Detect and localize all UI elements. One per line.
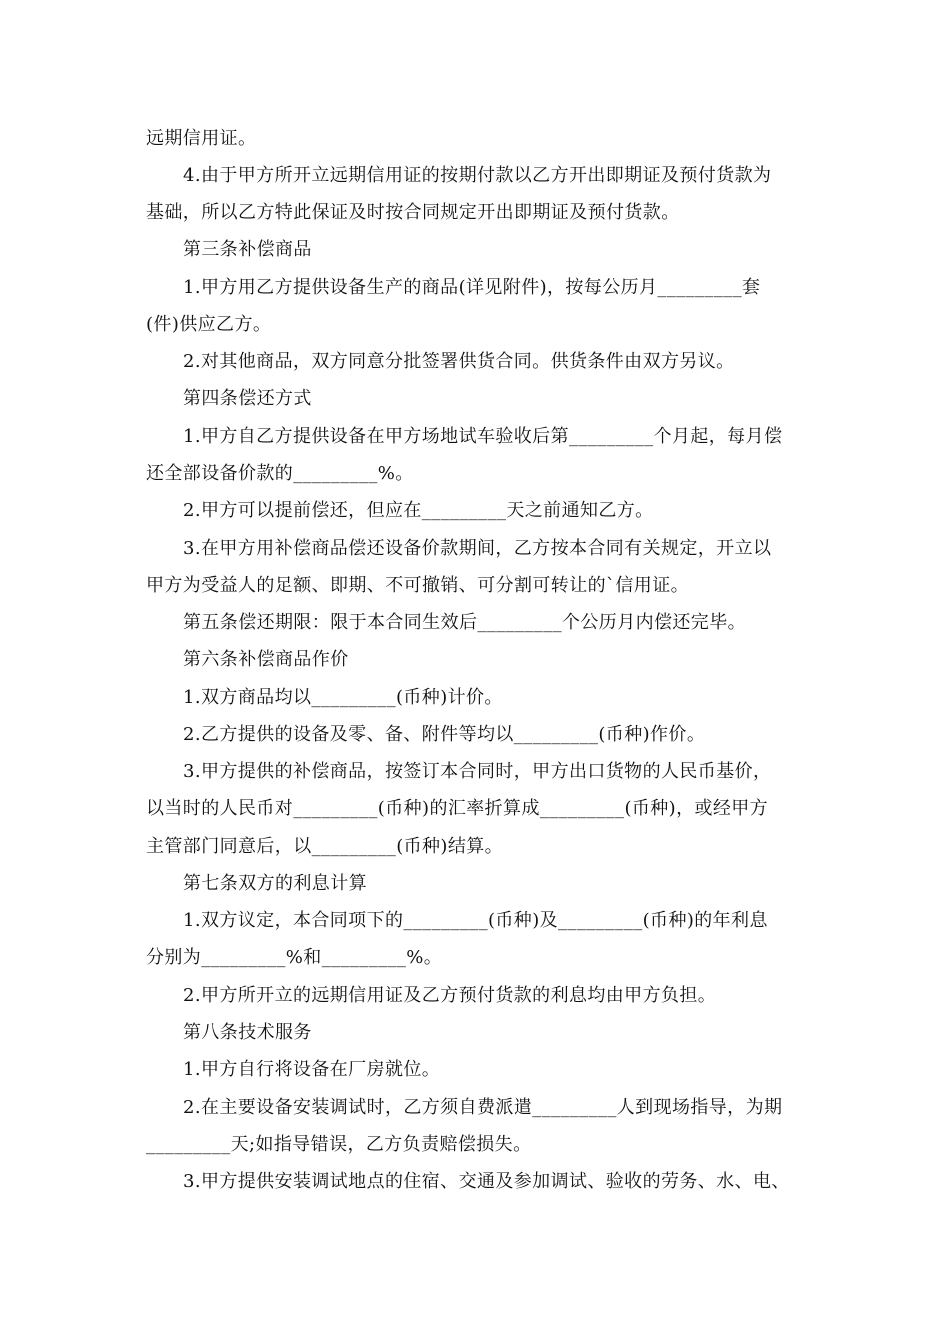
section-heading: 第四条偿还方式: [183, 388, 312, 409]
section-heading: 第五条偿还期限：限于本合同生效后_________个公历月内偿还完毕。: [183, 612, 746, 633]
section-heading: 第三条补偿商品: [183, 239, 312, 260]
text-line: 4.由于甲方所开立远期信用证的按期付款以乙方开出即期证及预付货款为: [183, 165, 772, 186]
text-line: 3.甲方提供安装调试地点的住宿、交通及参加调试、验收的劳务、水、电、: [183, 1171, 790, 1192]
section-heading: 第六条补偿商品作价: [183, 649, 349, 670]
text-line: 2.甲方可以提前偿还，但应在_________天之前通知乙方。: [183, 500, 654, 521]
text-line: _________天;如指导错误，乙方负责赔偿损失。: [146, 1134, 532, 1155]
text-line: 分别为_________%和_________%。: [146, 947, 443, 968]
text-line: 2.在主要设备安装调试时，乙方须自费派遣_________人到现场指导，为期: [183, 1097, 783, 1118]
text-line: (件)供应乙方。: [146, 314, 272, 335]
text-line: 基础，所以乙方特此保证及时按合同规定开出即期证及预付货款。: [146, 202, 680, 223]
text-line: 主管部门同意后，以_________(币种)结算。: [146, 836, 504, 857]
section-heading: 第七条双方的利息计算: [183, 873, 367, 894]
section-heading: 第八条技术服务: [183, 1022, 312, 1043]
text-line: 2.对其他商品，双方同意分批签署供货合同。供货条件由双方另议。: [183, 351, 735, 372]
text-line: 2.乙方提供的设备及零、备、附件等均以_________(币种)作价。: [183, 724, 706, 745]
text-line: 远期信用证。: [146, 128, 257, 149]
text-line: 以当时的人民币对_________(币种)的汇率折算成_________(币种)，或经甲方: [146, 798, 769, 819]
text-line: 还全部设备价款的_________%。: [146, 463, 414, 484]
text-line: 甲方为受益人的足额、即期、不可撤销、可分割可转让的`信用证。: [146, 575, 689, 596]
text-line: 3.在甲方用补偿商品偿还设备价款期间，乙方按本合同有关规定，开立以: [183, 538, 772, 559]
text-line: 1.甲方自行将设备在厂房就位。: [183, 1059, 441, 1080]
text-line: 1.双方议定，本合同项下的_________(币种)及_________(币种)的年利息: [183, 910, 768, 931]
text-line: 1.甲方用乙方提供设备生产的商品(详见附件)，按每公历月_________套: [183, 277, 761, 298]
text-line: 2.甲方所开立的远期信用证及乙方预付货款的利息均由甲方负担。: [183, 985, 717, 1006]
text-line: 1.双方商品均以_________(币种)计价。: [183, 687, 503, 708]
text-line: 1.甲方自乙方提供设备在甲方场地试车验收后第_________个月起，每月偿: [183, 426, 783, 447]
text-line: 3.甲方提供的补偿商品，按签订本合同时，甲方出口货物的人民币基价，: [183, 761, 772, 782]
